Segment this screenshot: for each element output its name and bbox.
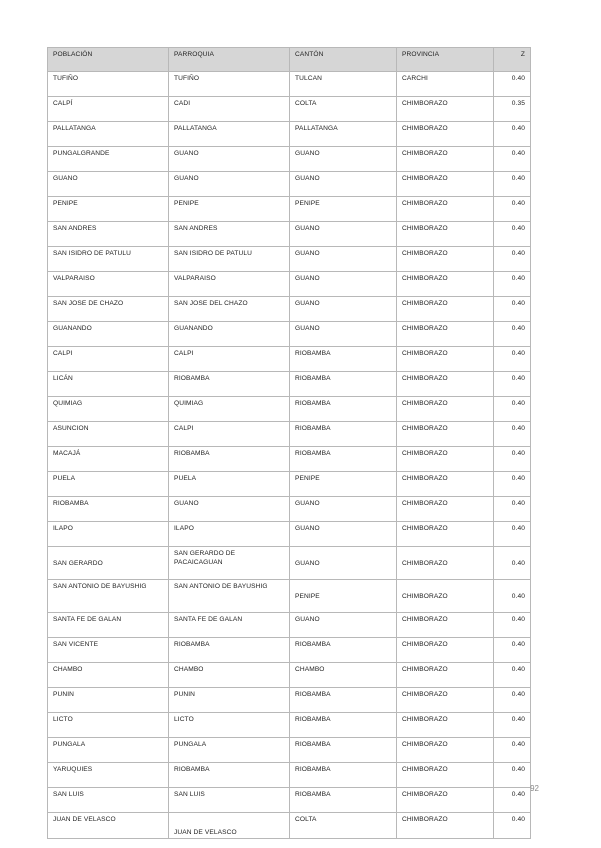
poblacion-cell: SAN VICENTE — [48, 638, 169, 663]
table-row — [48, 272, 531, 297]
provincia-cell: CHIMBORAZO — [397, 347, 494, 372]
provincia-cell: CHIMBORAZO — [397, 272, 494, 297]
z-value-cell: 0.40 — [494, 197, 531, 222]
provincia-cell: CHIMBORAZO — [397, 97, 494, 122]
canton-cell: GUANO — [290, 547, 397, 580]
z-value-cell: 0.40 — [494, 122, 531, 147]
parroquia-cell: CALPI — [169, 422, 290, 447]
canton-cell: GUANO — [290, 172, 397, 197]
provincia-cell: CHIMBORAZO — [397, 247, 494, 272]
provincia-cell: CHIMBORAZO — [397, 663, 494, 688]
poblacion-cell: JUAN DE VELASCO — [48, 813, 169, 839]
provincia-cell: CHIMBORAZO — [397, 122, 494, 147]
canton-cell: RIOBAMBA — [290, 788, 397, 813]
poblacion-cell: LICÁN — [48, 372, 169, 397]
header-provincia: PROVINCIA — [397, 48, 494, 72]
table-row — [48, 788, 531, 813]
parroquia-cell: ILAPO — [169, 522, 290, 547]
table-header-row — [48, 48, 531, 72]
z-value-cell: 0.40 — [494, 613, 531, 638]
provincia-cell: CHIMBORAZO — [397, 222, 494, 247]
canton-cell: GUANO — [290, 247, 397, 272]
parroquia-cell: PUNGALA — [169, 738, 290, 763]
provincia-cell: CHIMBORAZO — [397, 638, 494, 663]
parroquia-cell: GUANANDO — [169, 322, 290, 347]
table-row — [48, 638, 531, 663]
canton-cell: GUANO — [290, 297, 397, 322]
z-value-cell: 0.40 — [494, 738, 531, 763]
z-value-cell: 0.40 — [494, 372, 531, 397]
canton-cell: TULCAN — [290, 72, 397, 97]
provincia-cell: CHIMBORAZO — [397, 788, 494, 813]
provincia-cell: CHIMBORAZO — [397, 813, 494, 839]
table-row — [48, 197, 531, 222]
provincia-cell: CHIMBORAZO — [397, 322, 494, 347]
z-value-cell: 0.40 — [494, 763, 531, 788]
parroquia-cell: SAN LUIS — [169, 788, 290, 813]
table-row — [48, 297, 531, 322]
parroquia-cell: RIOBAMBA — [169, 447, 290, 472]
canton-cell: RIOBAMBA — [290, 422, 397, 447]
parroquia-cell: TUFIÑO — [169, 72, 290, 97]
table-row — [48, 147, 531, 172]
table-row — [48, 172, 531, 197]
provincia-cell: CHIMBORAZO — [397, 763, 494, 788]
table-row — [48, 472, 531, 497]
page-number: 92 — [530, 784, 539, 793]
z-value-cell: 0.40 — [494, 222, 531, 247]
poblacion-cell: CHAMBO — [48, 663, 169, 688]
parroquia-cell: SAN JOSE DEL CHAZO — [169, 297, 290, 322]
poblacion-cell: SAN ISIDRO DE PATULU — [48, 247, 169, 272]
poblacion-cell: TUFIÑO — [48, 72, 169, 97]
table-row — [48, 122, 531, 147]
canton-cell: RIOBAMBA — [290, 638, 397, 663]
canton-cell: RIOBAMBA — [290, 763, 397, 788]
poblacion-cell: ASUNCION — [48, 422, 169, 447]
z-value-cell: 0.40 — [494, 447, 531, 472]
provincia-cell: CHIMBORAZO — [397, 397, 494, 422]
parroquia-cell: VALPARAISO — [169, 272, 290, 297]
table-row — [48, 688, 531, 713]
poblacion-cell: GUANANDO — [48, 322, 169, 347]
poblacion-cell: SANTA FE DE GALAN — [48, 613, 169, 638]
poblacion-cell: ILAPO — [48, 522, 169, 547]
poblacion-cell: SAN GERARDO — [48, 547, 169, 580]
provincia-cell: CHIMBORAZO — [397, 547, 494, 580]
poblacion-cell: CALPI — [48, 347, 169, 372]
provincia-cell: CHIMBORAZO — [397, 297, 494, 322]
parroquia-cell: PUELA — [169, 472, 290, 497]
parroquia-cell: SAN GERARDO DE PACAICAGUAN — [169, 547, 290, 580]
poblacion-cell: MACAJÁ — [48, 447, 169, 472]
table-row — [48, 372, 531, 397]
canton-cell: RIOBAMBA — [290, 397, 397, 422]
poblacion-cell: RIOBAMBA — [48, 497, 169, 522]
provincia-cell: CHIMBORAZO — [397, 472, 494, 497]
parroquia-cell: QUIMIAG — [169, 397, 290, 422]
table-row — [48, 222, 531, 247]
table-row — [48, 447, 531, 472]
table-row — [48, 497, 531, 522]
z-value-cell: 0.40 — [494, 297, 531, 322]
z-value-cell: 0.40 — [494, 247, 531, 272]
provincia-cell: CHIMBORAZO — [397, 580, 494, 613]
poblacion-cell: LICTO — [48, 713, 169, 738]
table-row — [48, 813, 531, 839]
seismic-zone-table — [47, 47, 531, 839]
provincia-cell: CHIMBORAZO — [397, 522, 494, 547]
z-value-cell: 0.40 — [494, 172, 531, 197]
provincia-cell: CARCHI — [397, 72, 494, 97]
provincia-cell: CHIMBORAZO — [397, 713, 494, 738]
parroquia-cell: CALPI — [169, 347, 290, 372]
parroquia-cell: GUANO — [169, 172, 290, 197]
z-value-cell: 0.40 — [494, 788, 531, 813]
parroquia-cell: RIOBAMBA — [169, 638, 290, 663]
canton-cell: PENIPE — [290, 197, 397, 222]
z-value-cell: 0.40 — [494, 547, 531, 580]
poblacion-cell: PUNGALA — [48, 738, 169, 763]
parroquia-cell: GUANO — [169, 147, 290, 172]
poblacion-cell: YARUQUIES — [48, 763, 169, 788]
parroquia-cell: SAN ANTONIO DE BAYUSHIG — [169, 580, 290, 613]
poblacion-cell: SAN LUIS — [48, 788, 169, 813]
z-value-cell: 0.40 — [494, 813, 531, 839]
poblacion-cell: PUELA — [48, 472, 169, 497]
provincia-cell: CHIMBORAZO — [397, 497, 494, 522]
poblacion-cell: PENIPE — [48, 197, 169, 222]
provincia-cell: CHIMBORAZO — [397, 372, 494, 397]
canton-cell: PENIPE — [290, 472, 397, 497]
parroquia-cell: PALLATANGA — [169, 122, 290, 147]
table-row — [48, 713, 531, 738]
canton-cell: GUANO — [290, 497, 397, 522]
z-value-cell: 0.40 — [494, 397, 531, 422]
parroquia-cell: RIOBAMBA — [169, 763, 290, 788]
poblacion-cell: PUNIN — [48, 688, 169, 713]
table-row — [48, 522, 531, 547]
table-row — [48, 322, 531, 347]
canton-cell: RIOBAMBA — [290, 738, 397, 763]
provincia-cell: CHIMBORAZO — [397, 738, 494, 763]
provincia-cell: CHIMBORAZO — [397, 422, 494, 447]
canton-cell: RIOBAMBA — [290, 347, 397, 372]
table-row — [48, 72, 531, 97]
canton-cell: RIOBAMBA — [290, 688, 397, 713]
table-row — [48, 397, 531, 422]
z-value-cell: 0.40 — [494, 347, 531, 372]
z-value-cell: 0.40 — [494, 497, 531, 522]
parroquia-cell: GUANO — [169, 497, 290, 522]
z-value-cell: 0.40 — [494, 472, 531, 497]
z-value-cell: 0.40 — [494, 72, 531, 97]
poblacion-cell: QUIMIAG — [48, 397, 169, 422]
canton-cell: RIOBAMBA — [290, 713, 397, 738]
parroquia-cell: JUAN DE VELASCO — [169, 813, 290, 839]
table-row — [48, 738, 531, 763]
z-value-cell: 0.40 — [494, 580, 531, 613]
z-value-cell: 0.40 — [494, 272, 531, 297]
canton-cell: COLTA — [290, 813, 397, 839]
provincia-cell: CHIMBORAZO — [397, 197, 494, 222]
canton-cell: CHAMBO — [290, 663, 397, 688]
provincia-cell: CHIMBORAZO — [397, 172, 494, 197]
parroquia-cell: RIOBAMBA — [169, 372, 290, 397]
poblacion-cell: SAN ANTONIO DE BAYUSHIG — [48, 580, 169, 613]
table-body — [48, 72, 531, 839]
z-value-cell: 0.40 — [494, 688, 531, 713]
canton-cell: PENIPE — [290, 580, 397, 613]
table-row — [48, 663, 531, 688]
provincia-cell: CHIMBORAZO — [397, 688, 494, 713]
header-z: Z — [494, 48, 531, 72]
canton-cell: PALLATANGA — [290, 122, 397, 147]
parroquia-cell: PUNIN — [169, 688, 290, 713]
z-value-cell: 0.40 — [494, 422, 531, 447]
poblacion-cell: GUANO — [48, 172, 169, 197]
parroquia-cell: SANTA FE DE GALAN — [169, 613, 290, 638]
poblacion-cell: PUNGALGRANDE — [48, 147, 169, 172]
canton-cell: GUANO — [290, 613, 397, 638]
poblacion-cell: PALLATANGA — [48, 122, 169, 147]
z-value-cell: 0.40 — [494, 147, 531, 172]
z-value-cell: 0.40 — [494, 522, 531, 547]
canton-cell: GUANO — [290, 522, 397, 547]
table-row — [48, 580, 531, 613]
header-canton: CANTÓN — [290, 48, 397, 72]
z-value-cell: 0.35 — [494, 97, 531, 122]
canton-cell: COLTA — [290, 97, 397, 122]
canton-cell: GUANO — [290, 147, 397, 172]
parroquia-cell: SAN ISIDRO DE PATULU — [169, 247, 290, 272]
parroquia-cell: CADI — [169, 97, 290, 122]
canton-cell: RIOBAMBA — [290, 372, 397, 397]
canton-cell: GUANO — [290, 222, 397, 247]
table-row — [48, 422, 531, 447]
table-row — [48, 347, 531, 372]
table-row — [48, 613, 531, 638]
z-value-cell: 0.40 — [494, 713, 531, 738]
z-value-cell: 0.40 — [494, 663, 531, 688]
parroquia-cell: PENIPE — [169, 197, 290, 222]
poblacion-cell: SAN JOSE DE CHAZO — [48, 297, 169, 322]
parroquia-cell: CHAMBO — [169, 663, 290, 688]
parroquia-cell: LICTO — [169, 713, 290, 738]
poblacion-cell: VALPARAISO — [48, 272, 169, 297]
poblacion-cell: CALPÍ — [48, 97, 169, 122]
table-row — [48, 547, 531, 580]
z-value-cell: 0.40 — [494, 638, 531, 663]
provincia-cell: CHIMBORAZO — [397, 147, 494, 172]
provincia-cell: CHIMBORAZO — [397, 447, 494, 472]
table-row — [48, 97, 531, 122]
header-poblacion: POBLACIÓN — [48, 48, 169, 72]
canton-cell: RIOBAMBA — [290, 447, 397, 472]
provincia-cell: CHIMBORAZO — [397, 613, 494, 638]
canton-cell: GUANO — [290, 322, 397, 347]
poblacion-cell: SAN ANDRES — [48, 222, 169, 247]
header-parroquia: PARROQUIA — [169, 48, 290, 72]
canton-cell: GUANO — [290, 272, 397, 297]
table-row — [48, 763, 531, 788]
parroquia-cell: SAN ANDRES — [169, 222, 290, 247]
z-value-cell: 0.40 — [494, 322, 531, 347]
table-row — [48, 247, 531, 272]
